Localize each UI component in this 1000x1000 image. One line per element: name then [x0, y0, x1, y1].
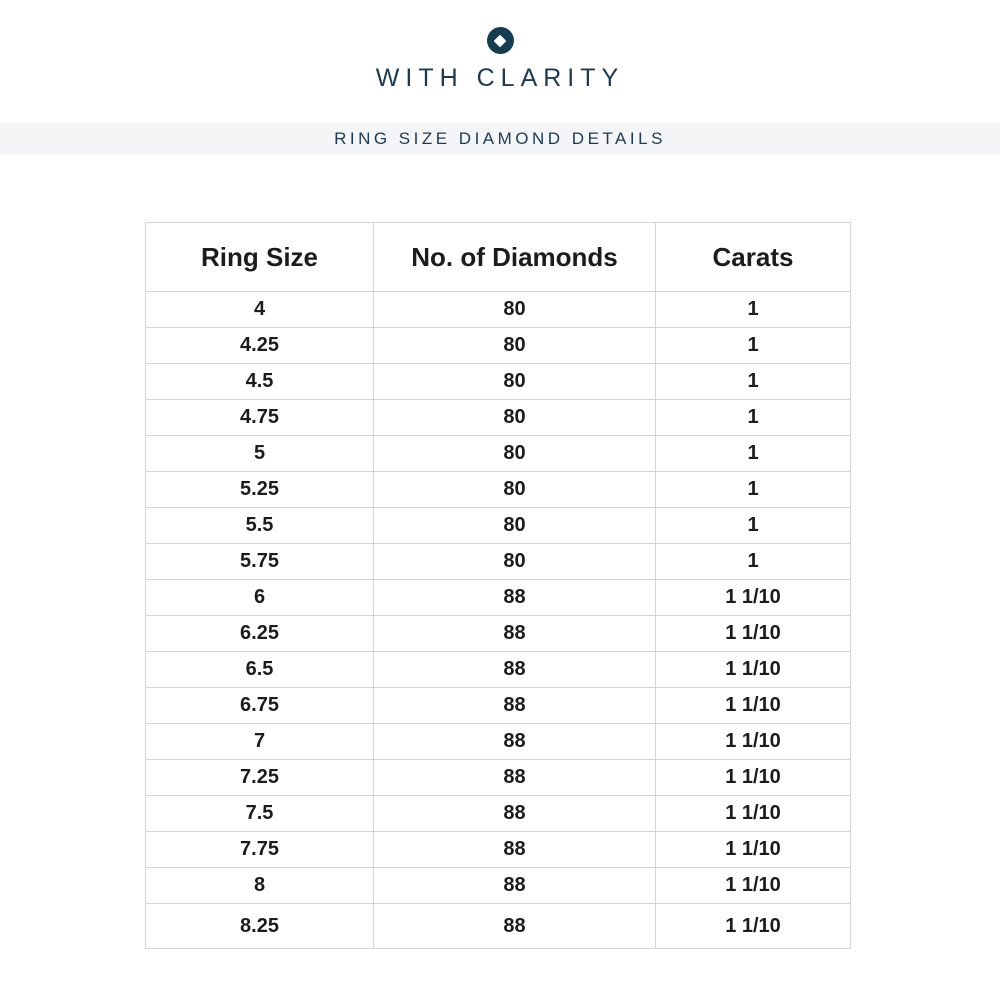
table-header-row	[146, 223, 851, 292]
brand-name: WITH CLARITY	[375, 64, 625, 92]
table-row	[146, 328, 851, 364]
table-row	[146, 400, 851, 436]
table-header	[146, 223, 851, 292]
table-cell: 1 1/10	[656, 724, 851, 760]
table-row	[146, 508, 851, 544]
table-cell: 80	[374, 292, 656, 328]
table-row	[146, 616, 851, 652]
table-row	[146, 544, 851, 580]
table-cell: 88	[374, 616, 656, 652]
table-cell: 88	[374, 868, 656, 904]
table-row	[146, 580, 851, 616]
table-row	[146, 796, 851, 832]
table-cell: 1	[656, 328, 851, 364]
table-cell: 1 1/10	[656, 832, 851, 868]
table-cell: 80	[374, 508, 656, 544]
table-body	[146, 292, 851, 949]
column-header-ring-size: Ring Size	[146, 223, 374, 292]
brand-header	[0, 0, 1000, 93]
table-row	[146, 472, 851, 508]
table-cell: 6	[146, 580, 374, 616]
section-title: RING SIZE DIAMOND DETAILS	[334, 128, 666, 148]
table-cell: 1 1/10	[656, 688, 851, 724]
table-cell: 7.75	[146, 832, 374, 868]
table-cell: 1 1/10	[656, 904, 851, 949]
diamond-logo-icon	[487, 27, 514, 54]
table-row	[146, 832, 851, 868]
table-row	[146, 760, 851, 796]
table-cell: 1	[656, 508, 851, 544]
table-cell: 1 1/10	[656, 796, 851, 832]
table-cell: 5.75	[146, 544, 374, 580]
table-cell: 4.75	[146, 400, 374, 436]
table-cell: 6.25	[146, 616, 374, 652]
section-banner	[0, 123, 1000, 154]
table-row	[146, 868, 851, 904]
table-row	[146, 292, 851, 328]
table-cell: 88	[374, 904, 656, 949]
table-cell: 1	[656, 364, 851, 400]
table-cell: 5	[146, 436, 374, 472]
table-cell: 1	[656, 544, 851, 580]
table-cell: 88	[374, 652, 656, 688]
table-cell: 88	[374, 688, 656, 724]
table-cell: 88	[374, 724, 656, 760]
table-row	[146, 652, 851, 688]
table-cell: 88	[374, 760, 656, 796]
table-cell: 80	[374, 472, 656, 508]
table-row	[146, 724, 851, 760]
table-cell: 7.5	[146, 796, 374, 832]
table-cell: 1 1/10	[656, 616, 851, 652]
table-row	[146, 364, 851, 400]
table-cell: 1 1/10	[656, 652, 851, 688]
column-header-no-of-diamonds: No. of Diamonds	[374, 223, 656, 292]
table-cell: 1 1/10	[656, 580, 851, 616]
table-cell: 80	[374, 436, 656, 472]
table-cell: 4.5	[146, 364, 374, 400]
table-cell: 4.25	[146, 328, 374, 364]
diamond-glyph-icon	[494, 34, 507, 47]
table-cell: 88	[374, 796, 656, 832]
table-cell: 88	[374, 580, 656, 616]
ring-size-diamond-table	[145, 222, 851, 949]
table-row	[146, 688, 851, 724]
table-cell: 80	[374, 364, 656, 400]
table-cell: 5.5	[146, 508, 374, 544]
table-cell: 1	[656, 292, 851, 328]
table-row	[146, 904, 851, 949]
table-cell: 7	[146, 724, 374, 760]
column-header-carats: Carats	[656, 223, 851, 292]
table-cell: 80	[374, 544, 656, 580]
table-cell: 1 1/10	[656, 868, 851, 904]
table-cell: 6.5	[146, 652, 374, 688]
table-cell: 80	[374, 400, 656, 436]
table-cell: 1	[656, 472, 851, 508]
table-row	[146, 436, 851, 472]
table-cell: 88	[374, 832, 656, 868]
table-cell: 6.75	[146, 688, 374, 724]
table-cell: 8	[146, 868, 374, 904]
table-cell: 5.25	[146, 472, 374, 508]
table-cell: 7.25	[146, 760, 374, 796]
table-cell: 80	[374, 328, 656, 364]
table-cell: 1	[656, 436, 851, 472]
table-cell: 1 1/10	[656, 760, 851, 796]
table-cell: 4	[146, 292, 374, 328]
table-cell: 1	[656, 400, 851, 436]
table-cell: 8.25	[146, 904, 374, 949]
